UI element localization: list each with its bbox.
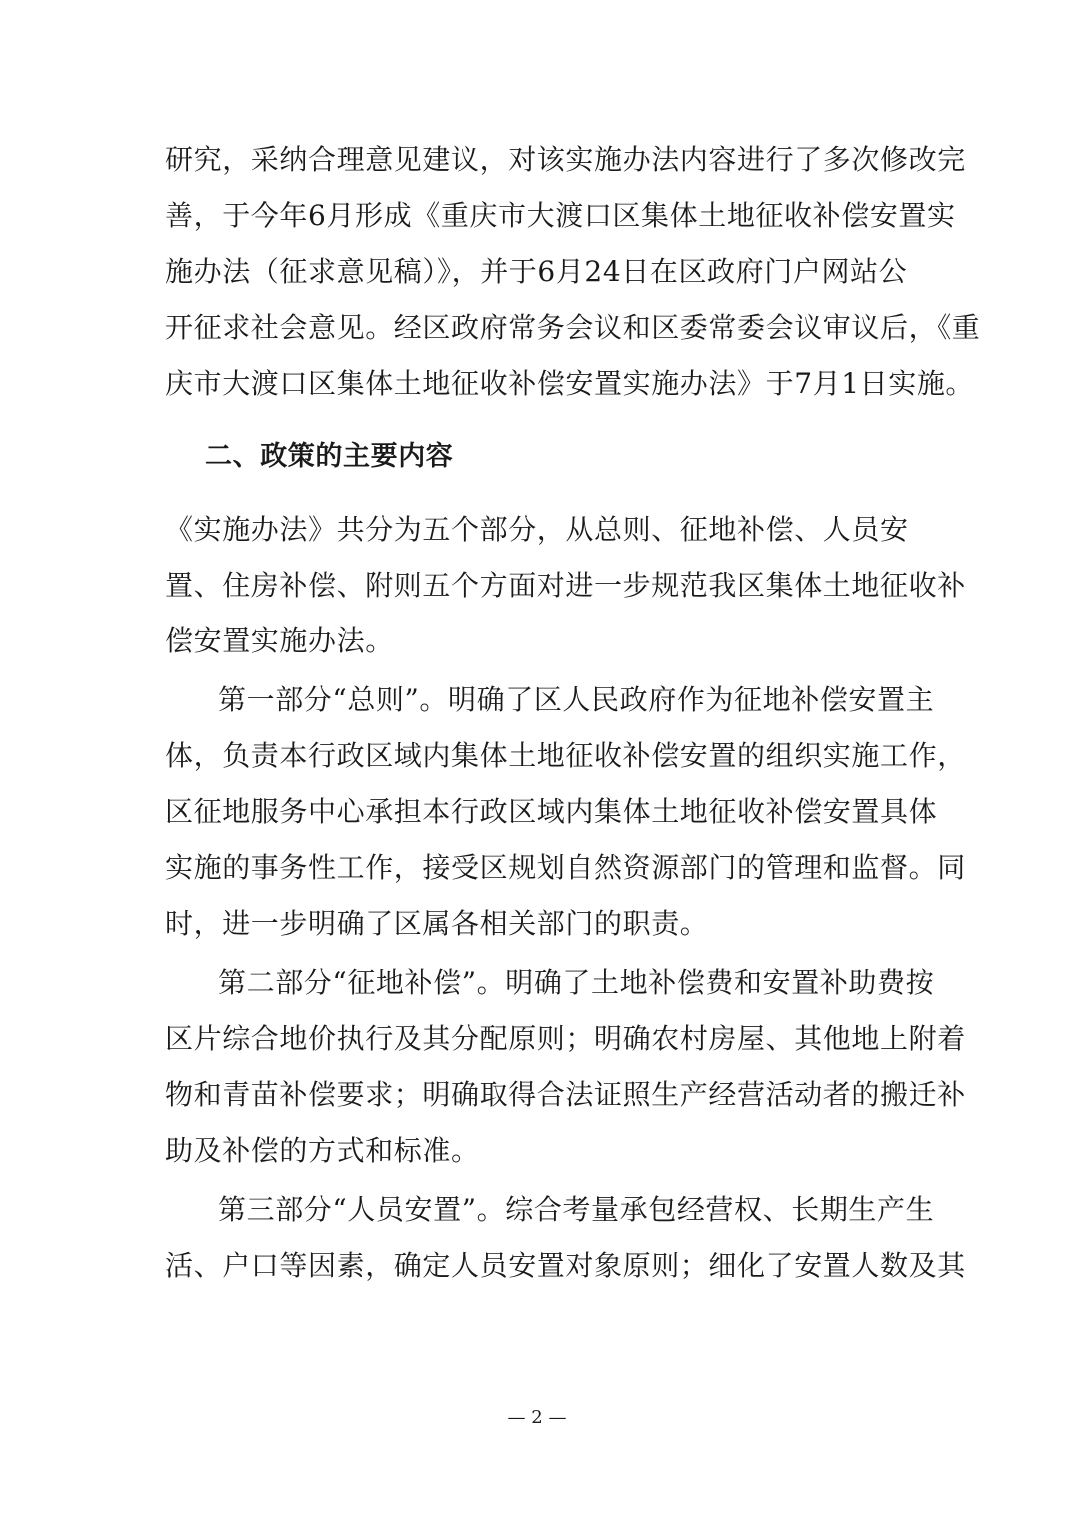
text-line-7: 《实施办法》共分为五个部分，从总则、征地补偿、人员安 [165, 513, 909, 546]
text-line-14: 时，进一步明确了区属各相关部门的职责。 [165, 907, 709, 940]
section-heading: 二、政策的主要内容 [205, 441, 454, 472]
text-line-1: 研究，采纳合理意见建议，对该实施办法内容进行了多次修改完 [165, 143, 966, 176]
page-number: — 2 — [507, 1407, 567, 1428]
text-line-10: 第一部分“总则”。明确了区人民政府作为征地补偿安置主 [218, 683, 935, 716]
text-line-3: 施办法（征求意见稿）》，并于6月24日在区政府门户网站公 [165, 255, 908, 288]
text-line-4: 开征求社会意见。经区政府常务会议和区委常委会议审议后，《重 [165, 311, 981, 344]
text-line-19: 第三部分“人员安置”。综合考量承包经营权、长期生产生 [218, 1193, 935, 1226]
text-line-5: 庆市大渡口区集体土地征收补偿安置实施办法》于7月1日实施。 [165, 367, 975, 400]
text-line-13: 实施的事务性工作，接受区规划自然资源部门的管理和监督。同 [165, 851, 966, 884]
text-line-9: 偿安置实施办法。 [165, 624, 394, 657]
text-line-11: 体，负责本行政区域内集体土地征收补偿安置的组织实施工作， [165, 739, 966, 772]
text-line-18: 助及补偿的方式和标准。 [165, 1134, 480, 1167]
text-line-2: 善，于今年6月形成《重庆市大渡口区集体土地征收补偿安置实 [165, 199, 956, 232]
text-line-15: 第二部分“征地补偿”。明确了土地补偿费和安置补助费按 [218, 966, 935, 999]
text-line-17: 物和青苗补偿要求；明确取得合法证照生产经营活动者的搬迁补 [165, 1078, 966, 1111]
text-line-8: 置、住房补偿、附则五个方面对进一步规范我区集体土地征收补 [165, 569, 966, 602]
text-line-12: 区征地服务中心承担本行政区域内集体土地征收补偿安置具体 [165, 795, 938, 828]
text-line-20: 活、户口等因素，确定人员安置对象原则；细化了安置人数及其 [165, 1249, 966, 1282]
text-line-16: 区片综合地价执行及其分配原则；明确农村房屋、其他地上附着 [165, 1022, 966, 1055]
